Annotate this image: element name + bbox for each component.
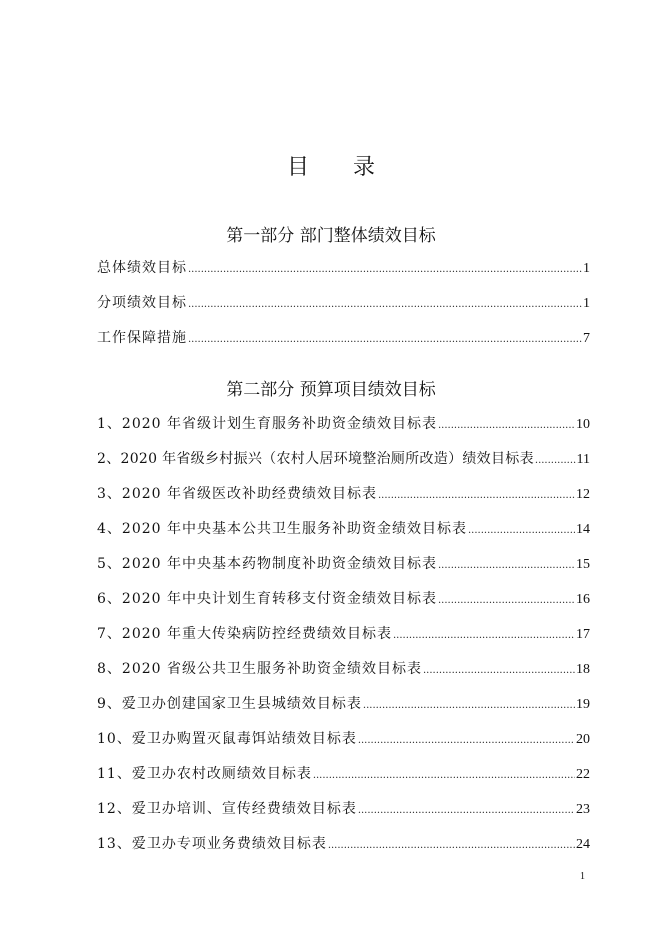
toc-entry-label: 5、2020 年中央基本药物制度补助资金绩效目标表 — [97, 556, 437, 572]
toc-entry-page: 15 — [576, 557, 590, 572]
toc-entry[interactable] — [97, 658, 590, 678]
toc-dot-leader — [188, 334, 582, 345]
toc-entry-label: 9、爱卫办创建国家卫生县城绩效目标表 — [97, 696, 362, 712]
toc-dot-leader — [188, 264, 582, 275]
toc-entry-label: 13、爱卫办专项业务费绩效目标表 — [97, 836, 327, 852]
toc-entry-label: 总体绩效目标 — [97, 260, 187, 276]
toc-entry-page: 14 — [576, 522, 590, 537]
toc-entry-label: 工作保障措施 — [97, 330, 187, 346]
page-title-char-2: 录 — [353, 155, 376, 180]
toc-dot-leader — [438, 560, 575, 571]
toc-entry-page: 24 — [576, 837, 590, 852]
section-heading-part-two: 第二部分 预算项目绩效目标 — [226, 380, 436, 400]
toc-dot-leader — [378, 490, 575, 501]
toc-entry[interactable] — [97, 448, 590, 468]
toc-entry-page: 1 — [583, 261, 590, 276]
toc-dot-leader — [468, 525, 575, 536]
toc-dot-leader — [393, 630, 575, 641]
toc-entry-label: 6、2020 年中央计划生育转移支付资金绩效目标表 — [97, 591, 437, 607]
toc-entry[interactable] — [97, 257, 590, 277]
toc-entry[interactable] — [97, 413, 590, 433]
toc-entry[interactable] — [97, 588, 590, 608]
toc-entry-label: 3、2020 年省级医改补助经费绩效目标表 — [97, 486, 377, 502]
toc-dot-leader — [188, 299, 582, 310]
toc-entry-label: 1、2020 年省级计划生育服务补助资金绩效目标表 — [97, 416, 437, 432]
toc-entry-page: 10 — [576, 417, 590, 432]
toc-dot-leader — [438, 420, 575, 431]
page-footer-number: 1 — [580, 871, 585, 882]
toc-entry-label: 11、爱卫办农村改厕绩效目标表 — [97, 766, 312, 782]
toc-entry[interactable] — [97, 728, 590, 748]
toc-entry[interactable] — [97, 483, 590, 503]
toc-entry-page: 7 — [583, 331, 590, 346]
toc-dot-leader — [423, 665, 575, 676]
toc-entry-label: 分项绩效目标 — [97, 295, 187, 311]
toc-entry-page: 18 — [576, 662, 590, 677]
toc-entry-page: 17 — [576, 627, 590, 642]
toc-dot-leader — [363, 700, 575, 711]
toc-entry-page: 1 — [583, 296, 590, 311]
toc-entry[interactable] — [97, 327, 590, 347]
toc-entry-label: 8、2020 省级公共卫生服务补助资金绩效目标表 — [97, 661, 422, 677]
toc-entry-page: 20 — [576, 732, 590, 747]
toc-dot-leader — [313, 770, 575, 781]
toc-entry[interactable] — [97, 292, 590, 312]
toc-entry-label: 2、2020 年省级乡村振兴（农村人居环境整治厕所改造）绩效目标表 — [97, 451, 534, 467]
toc-dot-leader — [358, 735, 575, 746]
section-heading-part-one: 第一部分 部门整体绩效目标 — [226, 226, 436, 246]
toc-entry[interactable] — [97, 763, 590, 783]
toc-entry-page: 11 — [576, 452, 590, 467]
toc-dot-leader — [328, 840, 575, 851]
toc-entry[interactable] — [97, 798, 590, 818]
toc-dot-leader — [358, 805, 575, 816]
page-title-char-1: 目 — [286, 155, 309, 180]
toc-entry-label: 7、2020 年重大传染病防控经费绩效目标表 — [97, 626, 392, 642]
toc-entry[interactable] — [97, 693, 590, 713]
toc-entry[interactable] — [97, 623, 590, 643]
toc-dot-leader — [438, 595, 575, 606]
toc-entry-page: 22 — [576, 767, 590, 782]
toc-entry-page: 16 — [576, 592, 590, 607]
toc-dot-leader — [535, 455, 576, 466]
toc-entry-page: 12 — [576, 487, 590, 502]
toc-entry[interactable] — [97, 833, 590, 853]
toc-entry-label: 12、爱卫办培训、宣传经费绩效目标表 — [97, 801, 357, 817]
toc-entry[interactable] — [97, 553, 590, 573]
toc-entry[interactable] — [97, 518, 590, 538]
toc-entry-page: 19 — [576, 697, 590, 712]
toc-entry-label: 4、2020 年中央基本公共卫生服务补助资金绩效目标表 — [97, 521, 467, 537]
page-title — [0, 150, 662, 181]
toc-entry-label: 10、爱卫办购置灭鼠毒饵站绩效目标表 — [97, 731, 357, 747]
toc-entry-page: 23 — [576, 802, 590, 817]
